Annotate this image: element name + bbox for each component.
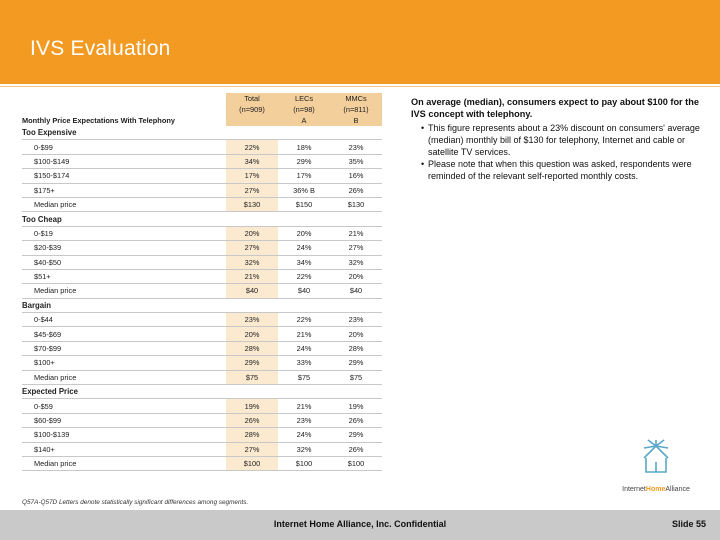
table-row	[22, 313, 382, 327]
row-label: $45-$69	[22, 327, 226, 341]
column-header-n: (n=811)	[330, 104, 382, 115]
table-row	[22, 255, 382, 269]
table-cell: 26%	[330, 442, 382, 456]
table-cell: 22%	[278, 313, 330, 327]
column-header-row	[22, 93, 382, 104]
table-cell: 19%	[226, 399, 278, 413]
table-cell: 20%	[226, 327, 278, 341]
table-row	[22, 241, 382, 255]
table-row	[22, 341, 382, 355]
table-cell: $40	[278, 284, 330, 298]
column-header-letter: B	[330, 115, 382, 126]
section-row	[22, 212, 382, 226]
section-row	[22, 126, 382, 140]
table-cell: 24%	[278, 241, 330, 255]
commentary-bullet	[411, 122, 701, 158]
row-label: 0-$44	[22, 313, 226, 327]
table-row	[22, 269, 382, 283]
table-cell: $40	[226, 284, 278, 298]
table-row	[22, 356, 382, 370]
table-row	[22, 226, 382, 240]
table-cell: $100	[330, 456, 382, 470]
table-cell: 29%	[330, 356, 382, 370]
section-row	[22, 385, 382, 399]
column-header-n: (n=98)	[278, 104, 330, 115]
commentary-lead: On average (median), consumers expect to pay about $100 for the IVS concept with telephony.	[411, 97, 699, 119]
table-row	[22, 399, 382, 413]
table-cell: 23%	[278, 413, 330, 427]
table-cell: 34%	[226, 154, 278, 168]
commentary	[411, 96, 701, 182]
title-bar	[0, 0, 720, 84]
table-cell: $40	[330, 284, 382, 298]
table-row	[22, 140, 382, 154]
table-cell: 35%	[330, 154, 382, 168]
table-cell: $75	[226, 370, 278, 384]
table-cell: 29%	[226, 356, 278, 370]
table-cell: $75	[278, 370, 330, 384]
row-label: Median price	[22, 197, 226, 211]
row-label: $100+	[22, 356, 226, 370]
price-expectations-table	[22, 93, 382, 471]
table-row	[22, 169, 382, 183]
table-cell: 20%	[330, 269, 382, 283]
table-cell: 20%	[226, 226, 278, 240]
bullet-icon: •	[421, 123, 425, 133]
table-row	[22, 197, 382, 211]
table-row	[22, 327, 382, 341]
bullet-text: This figure represents about a 23% discount on consumers' average (median) monthly bill of $130 for telephony, Internet and cable or satellite TV services.	[428, 123, 700, 157]
table-cell: 32%	[330, 255, 382, 269]
header-divider	[0, 86, 720, 87]
table-row	[22, 456, 382, 470]
table-cell: 32%	[226, 255, 278, 269]
table-row	[22, 154, 382, 168]
row-label: 0-$59	[22, 399, 226, 413]
table-cell: $100	[278, 456, 330, 470]
section-title: Bargain	[22, 298, 382, 312]
column-header-letter: A	[278, 115, 330, 126]
header-blank	[22, 93, 226, 104]
table-cell: 21%	[278, 327, 330, 341]
footnote: Q57A-Q57D Letters denote statistically significant differences among segments.	[22, 499, 249, 506]
table-cell: 16%	[330, 169, 382, 183]
table-row	[22, 370, 382, 384]
column-header-name: MMCs	[330, 93, 382, 104]
table-row	[22, 183, 382, 197]
row-label: $20-$39	[22, 241, 226, 255]
table-cell: 20%	[330, 327, 382, 341]
table-cell: 34%	[278, 255, 330, 269]
column-header-letter	[226, 115, 278, 126]
table-row	[22, 413, 382, 427]
section-title: Expected Price	[22, 385, 382, 399]
slide-title: IVS Evaluation	[30, 37, 171, 60]
table-cell: 29%	[330, 428, 382, 442]
table-row	[22, 284, 382, 298]
column-header-row	[22, 104, 382, 115]
table-cell: 29%	[278, 154, 330, 168]
table-cell: 26%	[330, 183, 382, 197]
commentary-bullet	[411, 158, 701, 182]
table-cell: 36% B	[278, 183, 330, 197]
table-cell: 23%	[330, 313, 382, 327]
table-cell: 19%	[330, 399, 382, 413]
row-label: Median price	[22, 456, 226, 470]
table-cell: 27%	[226, 442, 278, 456]
table-cell: 21%	[278, 399, 330, 413]
bullet-text: Please note that when this question was asked, respondents were reminded of the relevant self-reported monthly costs.	[428, 159, 692, 181]
table-cell: 17%	[278, 169, 330, 183]
table-cell: 32%	[278, 442, 330, 456]
slide-number: Slide 55	[671, 519, 706, 529]
table-cell: 23%	[226, 313, 278, 327]
column-header-n: (n=909)	[226, 104, 278, 115]
table-cell: 33%	[278, 356, 330, 370]
house-network-icon	[608, 436, 704, 486]
row-label: $100-$149	[22, 154, 226, 168]
table-cell: 20%	[278, 226, 330, 240]
table-row	[22, 428, 382, 442]
row-label: Median price	[22, 284, 226, 298]
table-cell: $100	[226, 456, 278, 470]
row-label: $175+	[22, 183, 226, 197]
row-label: $51+	[22, 269, 226, 283]
table-cell: $150	[278, 197, 330, 211]
column-header-name: LECs	[278, 93, 330, 104]
table-cell: 26%	[330, 413, 382, 427]
row-label: Median price	[22, 370, 226, 384]
row-label: $100-$139	[22, 428, 226, 442]
table-cell: 28%	[226, 341, 278, 355]
footer-bar	[0, 510, 720, 540]
column-header-row	[22, 115, 382, 126]
confidential-notice: Internet Home Alliance, Inc. Confidential	[273, 519, 447, 529]
table-cell: 17%	[226, 169, 278, 183]
row-label: $70-$99	[22, 341, 226, 355]
table-cell: 18%	[278, 140, 330, 154]
section-row	[22, 298, 382, 312]
table-cell: $130	[330, 197, 382, 211]
internet-home-alliance-logo	[608, 436, 704, 496]
logo-wordmark: InternetHomeAlliance	[622, 486, 690, 493]
table-cell: 28%	[226, 428, 278, 442]
section-title: Too Expensive	[22, 126, 382, 140]
table-cell: 22%	[226, 140, 278, 154]
question-title: Monthly Price Expectations With Telephony	[22, 116, 175, 125]
table-cell: 27%	[226, 183, 278, 197]
table-cell: 24%	[278, 341, 330, 355]
table-cell: $75	[330, 370, 382, 384]
table-row	[22, 442, 382, 456]
row-label: $140+	[22, 442, 226, 456]
table-cell: 22%	[278, 269, 330, 283]
bullet-icon: •	[421, 159, 425, 169]
row-label: $40-$50	[22, 255, 226, 269]
row-label: 0-$19	[22, 226, 226, 240]
header-blank	[22, 104, 226, 115]
column-header-name: Total	[226, 93, 278, 104]
table-cell: 23%	[330, 140, 382, 154]
table-cell: 27%	[330, 241, 382, 255]
row-label: $150-$174	[22, 169, 226, 183]
table-cell: 21%	[226, 269, 278, 283]
row-label: $60-$99	[22, 413, 226, 427]
table-cell: 28%	[330, 341, 382, 355]
row-label: 0-$99	[22, 140, 226, 154]
table-cell: 21%	[330, 226, 382, 240]
table-cell: 24%	[278, 428, 330, 442]
table-cell: 26%	[226, 413, 278, 427]
table-cell: $130	[226, 197, 278, 211]
table-cell: 27%	[226, 241, 278, 255]
section-title: Too Cheap	[22, 212, 382, 226]
